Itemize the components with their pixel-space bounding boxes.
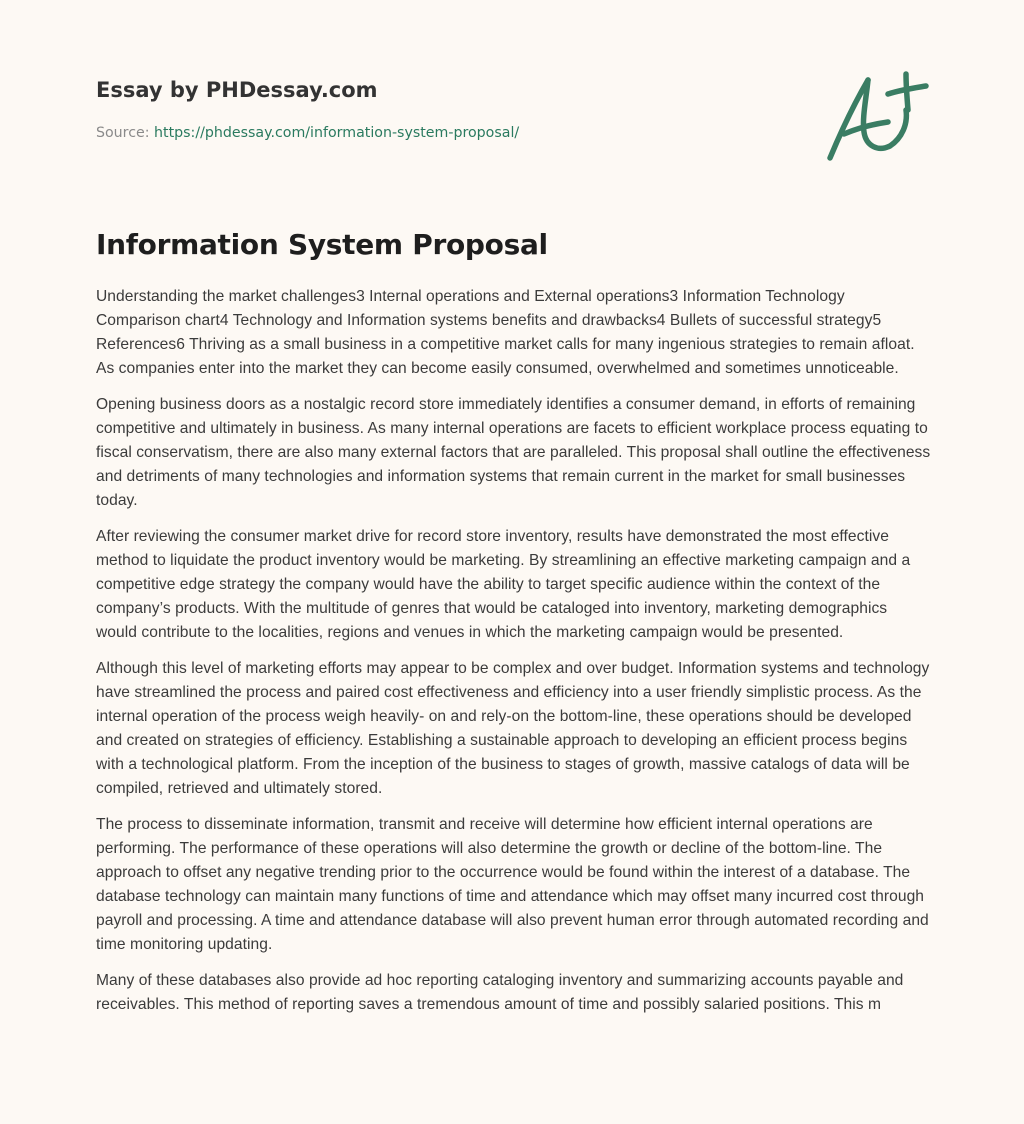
essay-header (96, 76, 796, 143)
essay-body (96, 285, 932, 1029)
essay-paragraph: Understanding the market challenges3 Internal operations and External operations3 Information Technology Comparison chart4 Technology and Information systems benefits and drawbacks4 Bullets of successful strategy5 References6 Thriving as a small business in a competitive market calls for many ingenious strategies to remain afloat. As companies enter into the market they can become easily consumed, overwhelmed and sometimes unnoticeable. (96, 288, 915, 377)
essay-paragraph: Although this level of marketing efforts may appear to be complex and over budget. Information systems and technology have streamlined the process and paired cost effectiveness and efficiency into a user friendly simplistic process. As the internal operation of the process weigh heavily- on and rely-on the bottom-line, these operations should be developed and created on strategies of efficiency. Establishing a sustainable approach to developing an efficient process begins with a technological platform. From the inception of the business to stages of growth, massive catalogs of data will be compiled, retrieved and ultimately stored. (96, 660, 930, 797)
a-plus-grade-icon (822, 66, 932, 166)
essay-paragraph: The process to disseminate information, transmit and receive will determine how efficient internal operations are performing. The performance of these operations will also determine the growth or decline of the bottom-line. The approach to offset any negative trending prior to the occurrence would be found within the interest of a database. The database technology can maintain many functions of time and attendance which may offset many incurred cost through payroll and processing. A time and attendance database will also prevent human error through automated recording and time monitoring updating. (96, 816, 929, 953)
essay-paragraph: Many of these databases also provide ad hoc reporting cataloging inventory and summarizing accounts payable and receivables. This method of reporting saves a tremendous amount of time and possibly salaried positions. This m (96, 972, 904, 1013)
source-label: Source: (96, 125, 155, 141)
essay-paragraph: After reviewing the consumer market drive for record store inventory, results have demonstrated the most effective method to liquidate the product inventory would be marketing. By streamlining an effective marketing campaign and a competitive edge strategy the company would have the ability to target specific audience within the context of the company’s products. With the multitude of genres that would be cataloged into inventory, marketing demographics would contribute to the localities, regions and venues in which the marketing campaign would be presented. (96, 528, 911, 641)
site-title: Essay by PHDessay.com (96, 78, 378, 102)
source-link[interactable]: https://phdessay.com/information-system-proposal/ (154, 125, 520, 141)
essay-paragraph: Opening business doors as a nostalgic record store immediately identifies a consumer demand, in efforts of remaining competitive and ultimately in business. As many internal operations are facets to efficient workplace process equating to fiscal conservatism, there are also many external factors that are paralleled. This proposal shall outline the effectiveness and detriments of many technologies and information systems that remain current in the market for small businesses today. (96, 396, 931, 509)
page-title: Information System Proposal (96, 228, 548, 261)
source-line (96, 123, 796, 143)
